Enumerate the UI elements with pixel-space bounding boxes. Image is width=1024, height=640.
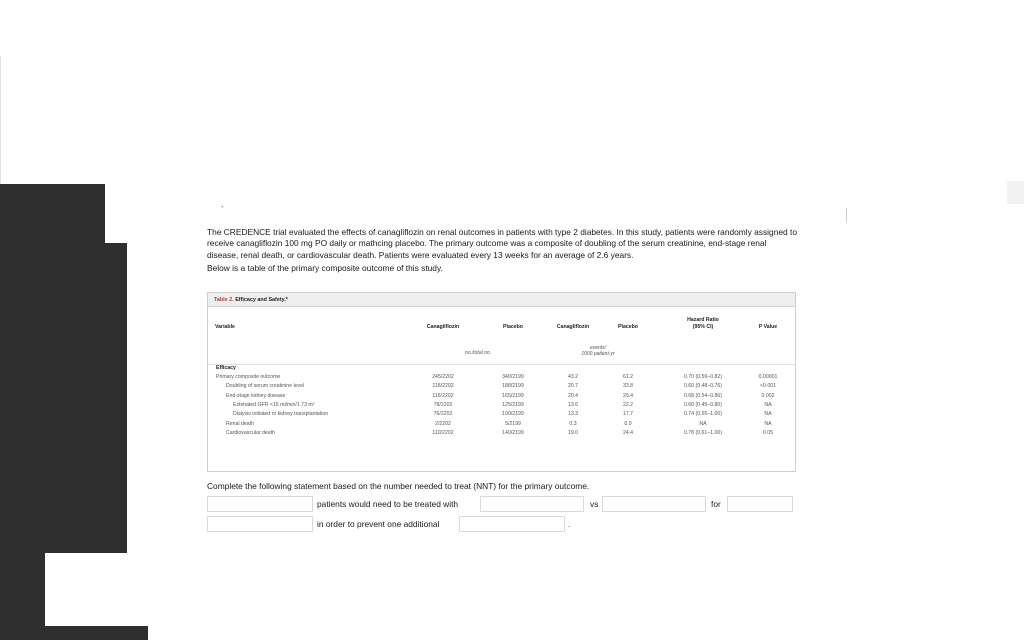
cell-canagliflozin-rate: 19.0 (567, 429, 579, 436)
cell-hazard-ratio: 0.78 (0.61–1.00) (683, 429, 723, 436)
cell-p-value: 0.05 (762, 429, 774, 436)
question-table-intro: Below is a table of the primary composite outcome of this study. (207, 263, 443, 274)
header-p-value: P Value (758, 324, 778, 330)
cell-placebo-count: 100/2199 (502, 411, 524, 418)
cell-canagliflozin-count: 245/2202 (432, 374, 454, 380)
text-vs: vs (590, 499, 599, 509)
table-row (208, 383, 795, 392)
table-number: Table 2. (214, 297, 234, 303)
cell-canagliflozin-count: 76/2202 (433, 411, 453, 418)
text-for: for (711, 499, 721, 509)
cell-canagliflozin-rate: 13.3 (567, 411, 579, 418)
cell-canagliflozin-count: 118/2202 (432, 383, 454, 390)
header-hazard-ratio: Hazard Ratio (687, 317, 719, 323)
row-label: Estimated GFR <15 ml/min/1.73 m² (233, 401, 315, 408)
table-row (208, 374, 795, 383)
cell-p-value: NA (764, 420, 772, 427)
unit-rates-line2: 1000 patient-yr (581, 351, 615, 357)
row-label: Renal death (226, 420, 254, 427)
stray-mark: ` (221, 205, 224, 215)
text-prevent-one: in order to prevent one additional (317, 519, 440, 529)
table-caption (208, 293, 795, 307)
table-row (208, 402, 795, 411)
cell-p-value: <0.001 (759, 383, 776, 390)
header-placebo-count: Placebo (503, 324, 523, 330)
cell-placebo-count: 125/2199 (502, 401, 524, 408)
cell-p-value: NA (764, 401, 772, 408)
cell-placebo-count: 165/2199 (502, 392, 524, 399)
row-label: End-stage kidney disease (226, 392, 286, 399)
cell-p-value: NA (764, 411, 772, 418)
question-text (207, 227, 797, 275)
header-hazard-ratio-ci: (95% CI) (692, 324, 714, 330)
row-label: Doubling of serum creatinine level (226, 383, 305, 390)
header-canagliflozin-rate: Canagliflozin (556, 324, 590, 330)
text-cursor-mark (846, 208, 847, 222)
table-row (208, 421, 795, 430)
cell-canagliflozin-count: 110/2202 (432, 429, 454, 436)
cell-placebo-rate: 61.2 (622, 374, 634, 380)
cell-hazard-ratio: 0.70 (0.59–0.82) (683, 374, 723, 380)
answer-blank-5[interactable] (207, 516, 313, 532)
cell-placebo-rate: 29.4 (622, 392, 634, 399)
completion-instruction: Complete the following statement based on the number needed to treat (NNT) for the primary outcome. (207, 481, 590, 491)
text-patients-treated: patients would need to be treated with (317, 499, 459, 509)
cell-canagliflozin-count: 2/2202 (435, 420, 451, 427)
text-period: . (568, 519, 571, 529)
cell-p-value: 0.00001 (758, 374, 778, 380)
cell-canagliflozin-count: 116/2202 (432, 392, 454, 399)
cell-canagliflozin-rate: 13.6 (567, 401, 579, 408)
table-title: Efficacy and Safety.* (235, 297, 288, 303)
table-separator (208, 364, 795, 365)
cell-placebo-count: 5/2199 (505, 420, 521, 427)
section-efficacy: Efficacy (216, 365, 236, 371)
table-row (208, 393, 795, 402)
cell-canagliflozin-count: 78/2202 (433, 401, 453, 408)
cell-placebo-rate: 24.4 (622, 429, 634, 436)
panel-gap (45, 553, 148, 626)
cell-placebo-rate: 22.2 (622, 401, 634, 408)
cell-canagliflozin-rate: 0.3 (569, 420, 577, 427)
answer-blank-1[interactable] (207, 496, 313, 512)
cell-p-value: 0.002 (761, 392, 775, 399)
row-label: Cardiovascular death (226, 429, 276, 436)
table-row (208, 411, 795, 420)
scroll-handle[interactable] (1007, 181, 1024, 204)
cell-hazard-ratio: 0.60 (0.45–0.80) (683, 401, 723, 408)
cell-canagliflozin-rate: 20.7 (567, 383, 579, 390)
cell-canagliflozin-rate: 43.2 (567, 374, 579, 380)
page-edge-line (0, 56, 1, 184)
table-row (208, 430, 795, 439)
cell-hazard-ratio: 0.68 (0.54–0.86) (683, 392, 723, 399)
header-placebo-rate: Placebo (618, 324, 638, 330)
row-label: Dialysis initiated or kidney transplantation (233, 411, 329, 418)
question-paragraph: The CREDENCE trial evaluated the effects of canagliflozin on renal outcomes in patients with type 2 diabetes. In this study, patients were randomly assigned to receive canagliflozin 100 mg PO daily or mathcing placebo. The primary outcome was a composite of doubling of the serum creatinine, end-stage renal disease, renal death, or cardiovascular death. Patients were evaluated every 13 weeks for an average of 2.6 years. (207, 227, 797, 260)
cell-hazard-ratio: 0.74 (0.55–1.00) (683, 411, 723, 418)
dark-side-panel-extension (0, 243, 127, 553)
cell-hazard-ratio: 0.60 (0.48–0.76) (683, 383, 723, 390)
cell-placebo-count: 340/2199 (502, 374, 524, 380)
answer-blank-2[interactable] (480, 496, 584, 512)
cell-placebo-count: 188/2199 (502, 383, 524, 390)
header-canagliflozin-count: Canagliflozin (426, 324, 460, 330)
cell-placebo-rate: 17.7 (622, 411, 634, 418)
answer-blank-3[interactable] (602, 496, 706, 512)
dark-bottom-strip (0, 626, 148, 640)
cell-placebo-rate: 33.8 (622, 383, 634, 390)
cell-canagliflozin-rate: 20.4 (567, 392, 579, 399)
unit-counts: no./total no. (464, 350, 492, 356)
answer-blank-6[interactable] (459, 516, 565, 532)
cell-placebo-count: 140/2199 (502, 429, 524, 436)
unit-rates-line1: events/ (589, 345, 607, 351)
header-variable: Variable (215, 324, 235, 330)
row-label: Primary composite outcome (216, 374, 281, 380)
cell-hazard-ratio: NA (699, 420, 707, 427)
cell-placebo-rate: 0.9 (624, 420, 632, 427)
efficacy-table (207, 292, 796, 472)
answer-blank-4[interactable] (727, 496, 793, 512)
